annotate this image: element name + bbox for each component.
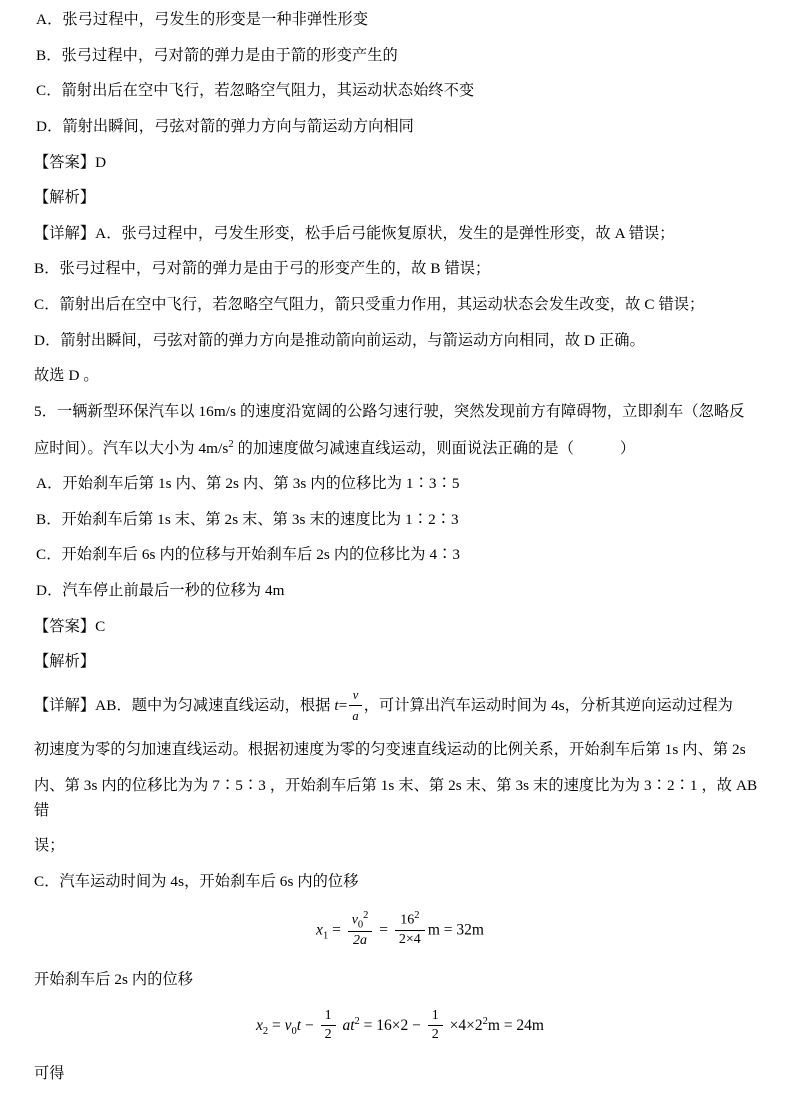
q5-detail-ab-post: ，可计算出汽车运动时间为 4s，分析其逆向运动过程为	[363, 697, 733, 715]
formula-x1-row	[34, 911, 766, 950]
q4-option-d: D．箭射出瞬间，弓弦对箭的弹力方向与箭运动方向相同	[36, 117, 414, 135]
q5-analysis-label: 【解析】	[34, 653, 96, 671]
q4-analysis-label: 【解析】	[34, 189, 96, 207]
q5-answer: 【答案】C	[34, 617, 106, 635]
q4-answer: 【答案】D	[34, 153, 107, 171]
q5-mid-line: 开始刹车后 2s 内的位移	[34, 971, 194, 989]
q5-detail-ab-line-2: 初速度为零的匀加速直线运动。根据初速度为零的匀变速直线运动的比例关系，开始刹车后第 1s 内、第 2s	[34, 741, 746, 759]
q4-option-a: A．张弓过程中，弓发生的形变是一种非弹性形变	[36, 11, 369, 28]
q5-stem-line-2	[34, 436, 766, 462]
q4-detail-b: B．张弓过程中，弓对箭的弹力是由于弓的形变产生的，故 B 错误；	[34, 260, 491, 278]
q5-option-c: C．开始刹车后 6s 内的位移与开始刹车后 2s 内的位移比为 4∶3	[36, 546, 461, 564]
q5-option-a: A．开始刹车后第 1s 内、第 2s 内、第 3s 内的位移比为 1∶3∶5	[36, 475, 460, 493]
q5-stem-line-1: 5．一辆新型环保汽车以 16m/s 的速度沿宽阔的公路匀速行驶，突然发现前方有障碍物，立即刹车（忽略反	[34, 402, 745, 420]
q5-detail-c-line: C．汽车运动时间为 4s，开始刹车后 6s 内的位移	[34, 872, 359, 890]
q5-option-d: D．汽车停止前最后一秒的位移为 4m	[36, 582, 285, 600]
q5-stem-accel-exponent: 2	[228, 438, 234, 450]
q5-inline-formula-t: t= $\frac{v}{a}$	[334, 697, 363, 714]
q4-option-b: B．张弓过程中，弓对箭的弹力是由于箭的形变产生的	[36, 46, 398, 64]
q5-closing-line: 可得	[34, 1064, 65, 1082]
q5-detail-ab-line-1	[34, 686, 766, 728]
q5-detail-ab-line-3: 内、第 3s 内的位移比为为 7∶5∶3 ，开始刹车后第 1s 末、第 2s 末、第 3s 末的速度比为为 3∶2∶1 ，故 AB 错	[34, 777, 758, 819]
q5-stem-line-2-pre: 应时间）。汽车以大小为 4m/s	[34, 439, 229, 457]
q4-detail-a: 【详解】A．张弓过程中，弓发生形变，松手后弓能恢复原状，发生的是弹性形变，故 A 错误；	[34, 224, 675, 242]
q5-detail-ab-pre: 【详解】AB．题中为匀减速直线运动，根据	[34, 697, 335, 715]
q4-detail-c: C．箭射出后在空中飞行，若忽略空气阻力，箭只受重力作用，其运动状态会发生改变，故 C 错误；	[34, 296, 705, 313]
formula-x1: $x_1$ = $\frac{v_0^2}{2a}$ = $\frac{16^2}{2\times 4}$ m = 32m	[316, 909, 484, 949]
formula-x2: $x_2 = v_0t$ − $\frac{1}{2}$ $at^2 = 16\times 2$ − $\frac{1}{2}$ $\times 4\times 2^2m = 24m$	[256, 1007, 544, 1042]
q4-option-c: C．箭射出后在空中飞行，若忽略空气阻力，其运动状态始终不变	[36, 82, 475, 100]
q4-selected-answer: 故选 D 。	[34, 367, 99, 385]
q5-detail-ab-line-4: 误；	[34, 837, 65, 855]
q5-stem-line-2-post: 的加速度做匀减速直线运动，则面说法正确的是（ ）	[233, 439, 636, 457]
q4-detail-d: D．箭射出瞬间，弓弦对箭的弹力方向是推动箭向前运动，与箭运动方向相同，故 D 正确。	[34, 331, 645, 349]
q5-option-b: B．开始刹车后第 1s 末、第 2s 末、第 3s 末的速度比为 1∶2∶3	[36, 510, 459, 528]
formula-x2-row	[34, 1009, 766, 1044]
